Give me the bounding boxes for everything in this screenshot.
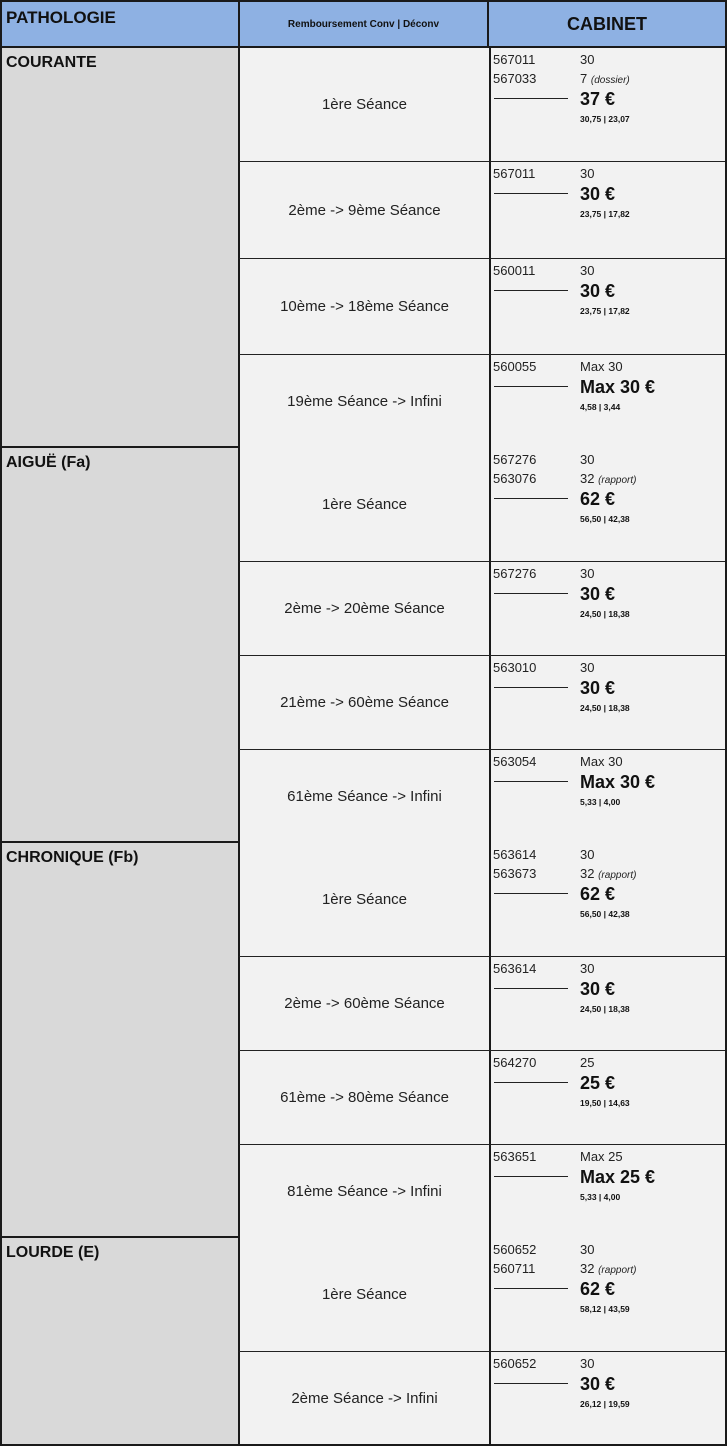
session-price: 25 € [580, 1073, 616, 1093]
separator-line [494, 386, 568, 387]
cabinet-cell [489, 1238, 727, 1351]
cabinet-cell [489, 259, 727, 354]
separator-line [494, 498, 568, 499]
act-code: 567011 [493, 166, 536, 181]
act-value-line [580, 359, 623, 374]
reimbursement-values: 30,75 | 23,07 [580, 114, 630, 124]
separator-line [494, 193, 568, 194]
session-price: 62 € [580, 1279, 616, 1299]
separator-line [494, 1288, 568, 1289]
pathology-group [2, 843, 725, 1238]
cabinet-cell [489, 1352, 727, 1444]
act-value-line [580, 471, 636, 486]
reimbursement-values: 4,58 | 3,44 [580, 402, 621, 412]
table-row [238, 448, 725, 561]
reimbursement-values: 23,75 | 17,82 [580, 306, 630, 316]
reimbursement-values: 24,50 | 18,38 [580, 609, 630, 619]
act-code: 560652 [493, 1356, 537, 1371]
act-code: 567033 [493, 71, 537, 86]
session-range: 19ème Séance -> Infini [287, 393, 442, 410]
act-value-line [580, 263, 594, 278]
act-value: Max 30 [580, 754, 623, 769]
cabinet-cell [489, 843, 727, 956]
act-value-line [580, 166, 594, 181]
act-code: 560055 [493, 359, 537, 374]
table-row [238, 956, 725, 1050]
separator-line [494, 781, 568, 782]
act-value-line [580, 52, 594, 67]
session-price: Max 25 € [580, 1167, 656, 1187]
reimbursement-values: 24,50 | 18,38 [580, 703, 630, 713]
act-value: 30 [580, 847, 595, 862]
act-code: 567276 [493, 452, 537, 467]
session-rows [238, 1238, 725, 1444]
session-price: 30 € [580, 1374, 616, 1394]
reimbursement-values: 56,50 | 42,38 [580, 909, 630, 919]
act-note: (dossier) [590, 75, 630, 86]
session-price: 30 € [580, 678, 616, 698]
act-value: 32 [580, 866, 595, 881]
act-value-line [580, 1356, 594, 1371]
pathology-label: CHRONIQUE (Fb) [2, 843, 238, 1236]
table-row [238, 258, 725, 354]
pathology-group [2, 1238, 725, 1444]
act-code: 564270 [493, 1055, 537, 1070]
reimbursement-values: 5,33 | 4,00 [580, 1192, 621, 1202]
act-value-line [580, 566, 594, 581]
act-code: 563614 [493, 961, 537, 976]
reimbursement-values: 58,12 | 43,59 [580, 1304, 630, 1314]
header-remboursement: Remboursement Conv | Déconv [238, 2, 487, 46]
act-value: 30 [580, 1242, 595, 1257]
cabinet-cell [489, 957, 727, 1050]
session-price: 62 € [580, 489, 616, 509]
act-value: 7 [580, 71, 588, 86]
session-range: 81ème Séance -> Infini [287, 1183, 442, 1200]
act-code: 560011 [493, 263, 536, 278]
reimbursement-values: 56,50 | 42,38 [580, 514, 630, 524]
act-value: 30 [580, 660, 595, 675]
pathology-group [2, 448, 725, 843]
session-range: 21ème -> 60ème Séance [280, 694, 449, 711]
cabinet-cell [489, 1051, 727, 1144]
act-code: 563651 [493, 1149, 537, 1164]
session-range: 61ème Séance -> Infini [287, 788, 442, 805]
session-rows [238, 448, 725, 841]
session-range: 2ème -> 20ème Séance [284, 600, 445, 617]
session-price: Max 30 € [580, 772, 656, 792]
act-value: 30 [580, 566, 595, 581]
act-note: (rapport) [598, 1265, 637, 1276]
session-rows [238, 48, 725, 446]
act-value-line [580, 1149, 623, 1164]
reimbursement-values: 23,75 | 17,82 [580, 209, 630, 219]
table-row [238, 1050, 725, 1144]
cabinet-cell [489, 448, 727, 561]
reimbursement-values: 26,12 | 19,59 [580, 1399, 630, 1409]
separator-line [494, 687, 568, 688]
cabinet-cell [489, 355, 727, 448]
act-code: 563054 [493, 754, 537, 769]
act-value-line [580, 660, 594, 675]
act-note: (rapport) [598, 870, 637, 881]
act-value: 30 [580, 961, 595, 976]
separator-line [494, 1383, 568, 1384]
separator-line [494, 593, 568, 594]
session-price: 30 € [580, 979, 616, 999]
session-range: 2ème -> 9ème Séance [288, 201, 441, 219]
session-range: 2ème -> 60ème Séance [284, 995, 445, 1012]
act-value-line [580, 866, 636, 881]
act-code: 563010 [493, 660, 537, 675]
session-range: 10ème -> 18ème Séance [280, 298, 449, 315]
session-price: 62 € [580, 884, 616, 904]
pathology-group [2, 48, 725, 448]
table-row [238, 561, 725, 655]
act-value: 30 [580, 52, 595, 67]
table-row [238, 48, 725, 161]
cabinet-cell [489, 656, 727, 749]
separator-line [494, 290, 568, 291]
table-row [238, 749, 725, 843]
pathology-label: AIGUË (Fa) [2, 448, 238, 841]
act-value-line [580, 1055, 594, 1070]
reimbursement-values: 19,50 | 14,63 [580, 1098, 630, 1108]
table-row [238, 1144, 725, 1238]
separator-line [494, 1176, 568, 1177]
table-row [238, 1351, 725, 1444]
act-value: 32 [580, 1261, 595, 1276]
session-price: 30 € [580, 584, 616, 604]
act-value-line [580, 1261, 636, 1276]
session-range: 2ème Séance -> Infini [291, 1389, 438, 1407]
pathology-label: COURANTE [2, 48, 238, 446]
act-code: 567276 [493, 566, 537, 581]
separator-line [494, 893, 568, 894]
cabinet-cell [489, 48, 727, 161]
table-row [238, 655, 725, 749]
header-pathologie: PATHOLOGIE [6, 8, 116, 27]
act-code: 560652 [493, 1242, 537, 1257]
header-cabinet: CABINET [487, 2, 725, 46]
cabinet-cell [489, 1145, 727, 1238]
session-range: 61ème -> 80ème Séance [280, 1089, 449, 1106]
session-price: 30 € [580, 184, 616, 204]
session-price: Max 30 € [580, 377, 656, 397]
act-value-line [580, 961, 594, 976]
separator-line [494, 98, 568, 99]
act-value: 30 [580, 1356, 595, 1371]
table-row [238, 161, 725, 258]
separator-line [494, 1082, 568, 1083]
table-row [238, 1238, 725, 1351]
act-code: 563614 [493, 847, 537, 862]
cabinet-cell [489, 562, 727, 655]
cabinet-cell [489, 162, 727, 258]
table-row [238, 843, 725, 956]
act-value: 25 [580, 1055, 595, 1070]
act-value: 30 [580, 452, 595, 467]
table-row [238, 354, 725, 448]
session-range: 1ère Séance [321, 891, 408, 908]
act-value-line [580, 754, 623, 769]
table-header [2, 2, 725, 48]
act-value: 30 [580, 166, 595, 181]
act-value-line [580, 847, 594, 862]
act-note: (rapport) [598, 475, 637, 486]
act-code: 560711 [493, 1261, 536, 1276]
act-value: Max 25 [580, 1149, 623, 1164]
session-price: 30 € [580, 281, 616, 301]
act-value: 30 [580, 263, 595, 278]
cabinet-cell [489, 750, 727, 843]
session-price: 37 € [580, 89, 616, 109]
act-value: 32 [580, 471, 595, 486]
session-rows [238, 843, 725, 1236]
act-code: 563673 [493, 866, 537, 881]
act-code: 563076 [493, 471, 537, 486]
reimbursement-values: 5,33 | 4,00 [580, 797, 621, 807]
session-range: 1ère Séance [321, 96, 408, 113]
act-value-line [580, 1242, 594, 1257]
act-value-line [580, 452, 594, 467]
act-value-line [580, 71, 630, 86]
session-range: 1ère Séance [321, 496, 408, 513]
pathology-label: LOURDE (E) [2, 1238, 238, 1444]
separator-line [494, 988, 568, 989]
session-range: 1ère Séance [321, 1286, 408, 1303]
reimbursement-values: 24,50 | 18,38 [580, 1004, 630, 1014]
act-value: Max 30 [580, 359, 623, 374]
act-code: 567011 [493, 52, 536, 67]
